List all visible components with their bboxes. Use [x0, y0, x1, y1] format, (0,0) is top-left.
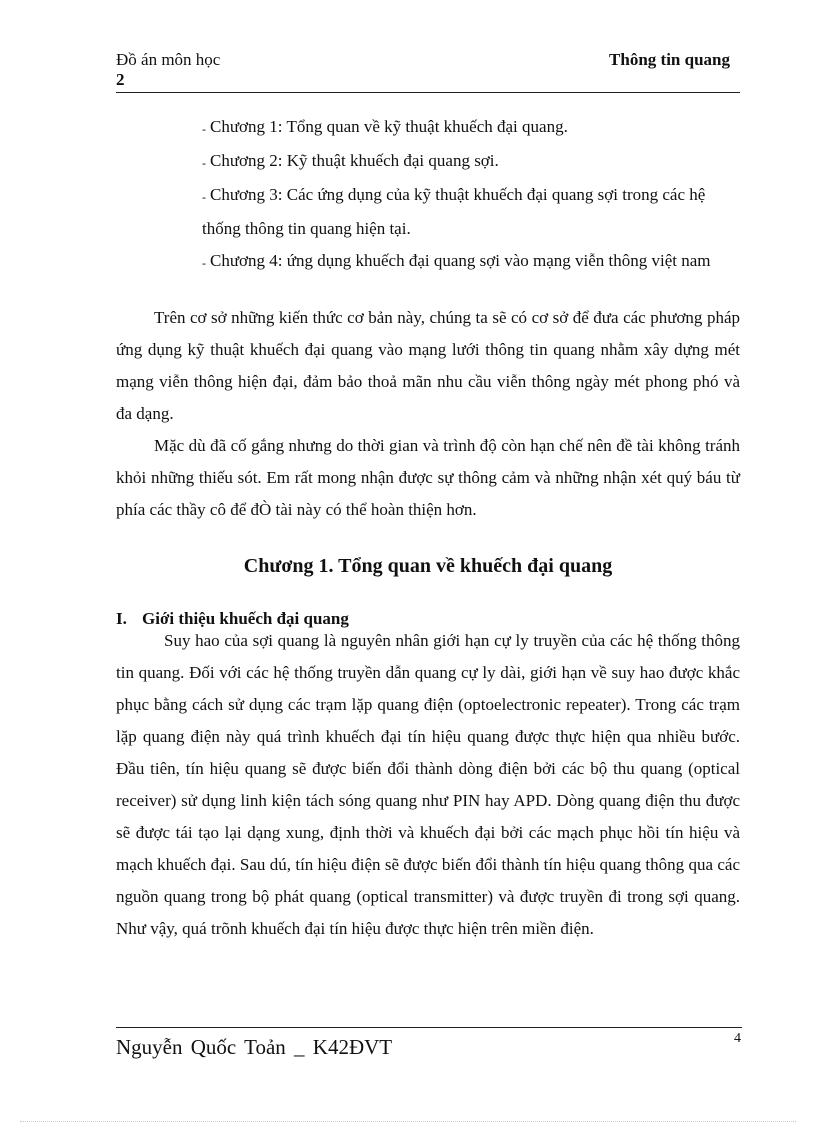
chapter-list: [202, 111, 722, 279]
list-marker: -: [202, 190, 206, 204]
chapter-title: Chương 1. Tổng quan về khuếch đại quang: [243, 555, 613, 577]
section-paragraph: Suy hao của sợi quang là nguyên nhân giới hạn cự ly truyền của các hệ thống thông tin quang. Đối với các hệ thống truyền dẫn quang cự ly dài, giới hạn về suy hao được khắc phục bằng cách sử dụng các trạm lặp quang điện (optoelectronic repeater). Trong các trạm lặp quang điện này quá trình khuếch đại tín hiệu quang được thực hiện qua nhiều bước. Đầu tiên, tín hiệu quang sẽ được biến đổi thành dòng điện bởi các bộ thu quang (optical receiver) sử dụng linh kiện tách sóng quang như PIN hay APD. Dòng quang điện thu được sẽ được tái tạo lại dạng xung, định thời và khuếch đại bởi các mạch phục hồi tín hiệu và mạch khuếch đại. Sau dú, tín hiệu điện sẽ được biến đổi thành tín hiệu quang thông qua các nguồn quang trong bộ phát quang (optical transmitter) và được truyền đi trong sợi quang. Như vậy, quá trõnh khuếch đại tín hiệu được thực hiện trên miền điện.: [116, 631, 740, 938]
intro-section: [116, 302, 740, 526]
chapter-list-item: [202, 111, 722, 145]
footer-divider: [116, 1027, 742, 1028]
header-course-number: 2: [116, 70, 125, 89]
page-edge: [20, 1121, 796, 1122]
chapter-list-item: [202, 245, 722, 279]
list-marker: -: [202, 156, 206, 170]
header-left: [116, 50, 220, 90]
header-subject-title: Thông tin quang: [609, 50, 730, 69]
section-title: Giới thiệu khuếch đại quang: [142, 609, 349, 628]
chapter-list-item-text: Chương 3: Các ứng dụng của kỹ thuật khuếch đại quang sợi trong các hệ thống thông tin quang hiện tại.: [202, 185, 706, 238]
chapter-list-item-text: Chương 4: ứng dụng khuếch đại quang sợi vào mạng viễn thông việt nam: [210, 251, 711, 270]
chapter-list-item-text: Chương 2: Kỹ thuật khuếch đại quang sợi.: [210, 151, 499, 170]
section-body: [116, 625, 740, 945]
chapter-list-item: [202, 145, 722, 179]
intro-paragraph: Trên cơ sở những kiến thức cơ bản này, chúng ta sẽ có cơ sở để đưa các phương pháp ứng dụng kỹ thuật khuếch đại quang vào mạng lưới thông tin quang nhằm xây dựng mét mạng viễn thông hiện đại, đảm bảo thoả mãn nhu cầu viễn thông ngày mét phong phó và đa dạng.: [116, 308, 740, 423]
header-divider: [116, 92, 740, 93]
list-marker: -: [202, 256, 206, 270]
page-number: 4: [734, 1031, 741, 1046]
chapter-list-item-text: Chương 1: Tổng quan về kỹ thuật khuếch đại quang.: [210, 117, 568, 136]
chapter-list-item: [202, 179, 722, 245]
intro-paragraph: Mặc dù đã cố gắng nhưng do thời gian và trình độ còn hạn chế nên đề tài không tránh khỏi những thiếu sót. Em rất mong nhận được sự thông cảm và những nhận xét quý báu từ phía các thầy cô để đÒ tài này có thể hoàn thiện hơn.: [116, 436, 740, 519]
footer-author: Nguyễn Quốc Toản _ K42ĐVT: [116, 1035, 393, 1059]
section-number: I.: [116, 609, 127, 628]
header-course-title: Đồ án môn học: [116, 50, 221, 69]
list-marker: -: [202, 122, 206, 136]
